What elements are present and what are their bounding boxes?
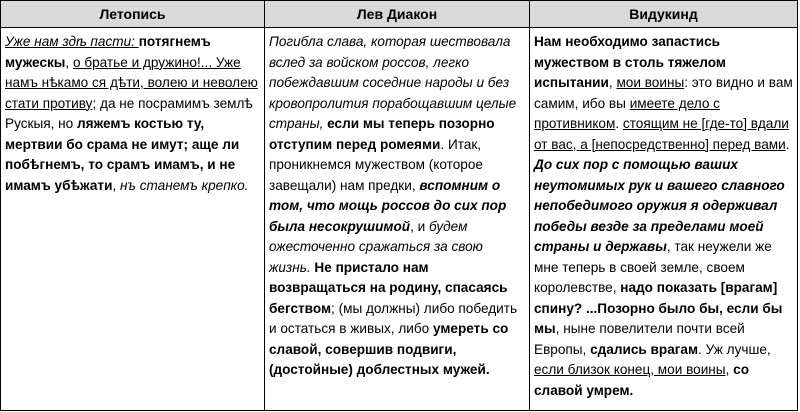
text-segment: имеете дело с противником [534,95,720,131]
text-segment: будем ожесточенно сражаться за свою жизнь. [269,218,483,275]
text-segment: , [608,75,617,90]
text-segment: Погибла слава, которая шествовала вслед за войском россов, легко побеждавшим соседние народы и без кровопролития порабощавшим целые страны, [269,34,517,131]
vidukind-cell [530,28,798,411]
letopis-text [1,28,264,410]
lev-diakon-text [265,28,529,410]
text-segment: Нам необходимо запастись мужеством в столь тяжелом испытании [534,34,726,90]
text-segment: сдались врагам [590,341,699,357]
text-segment: . Итак, проникнемся мужеством (которое завещали) нам предки, [269,136,483,193]
text-segment: , и [410,218,430,234]
text-segment: о братье и дружино! [72,54,201,70]
content-row [1,28,798,411]
header-row [1,1,798,28]
text-segment: мои воины [616,75,685,90]
vidukind-text [530,28,797,410]
text-segment: , [725,362,734,377]
lev-diakon-cell [265,28,530,411]
text-segment: надо показать [врагам] спину? ...Позорно было бы, если бы мы [534,280,783,336]
text-segment: ... Уже намъ нѣкамо ся дѣти, волею и неволею стати противу [5,54,258,111]
text-segment: , ныне повелители почти всей Европы, [534,321,745,357]
text-segment: . [615,116,623,131]
text-segment: ляжемъ костью ту, мертвии бо срама не имут; аще ли побѣгнемъ, то срамъ имамъ, и не имамъ убѣжати [5,116,240,193]
text-segment: Не пристало нам возвращаться на родину, спасаясь бегством [269,259,508,316]
text-segment: ; (мы должны) либо победить и остаться в живых, либо [269,300,518,336]
text-segment: нъ станемъ крепко. [120,177,249,193]
text-segment: . [785,136,790,152]
text-segment: , [65,54,73,70]
text-segment: ; да не посрамимъ землѣ Рускыя, но [5,95,253,131]
text-segment: умереть со славой, совершив подвиги, (достойные) доблестных мужей. [269,321,509,377]
text-segment: со славой умрем. [534,362,750,398]
letopis-cell [1,28,265,411]
header-vidukind: Видукинд [530,1,798,28]
text-segment: Уже нам здѣ пасти: [5,34,139,49]
text-segment: стоящим не [где-то] вдали от вас, а [непосредственно] перед вами [534,116,789,152]
text-segment: потягнемъ мужескы [5,34,211,70]
text-segment: , [112,177,120,193]
text-segment: вспомним о том, что мощь россов до сих пор была несокрушимой [269,177,507,234]
header-letopis: Летопись [1,1,265,28]
text-segment: : это видно и вам самим, ибо вы [534,75,793,111]
text-segment: если близок конец, мои воины [534,362,726,377]
text-segment: До сих пор с помощью ваших неутомимых рук и вашего славного непобедимого оружия я одерживал победы везде за пределами моей страны и державы [534,157,785,254]
header-lev-diakon: Лев Диакон [265,1,530,28]
text-segment: . Уж лучше, [698,341,771,357]
text-segment: если мы теперь позорно отступим перед ромеями [269,116,495,152]
text-segment: , так неужели же мне теперь в своей земле, своем королевстве, [534,239,772,295]
